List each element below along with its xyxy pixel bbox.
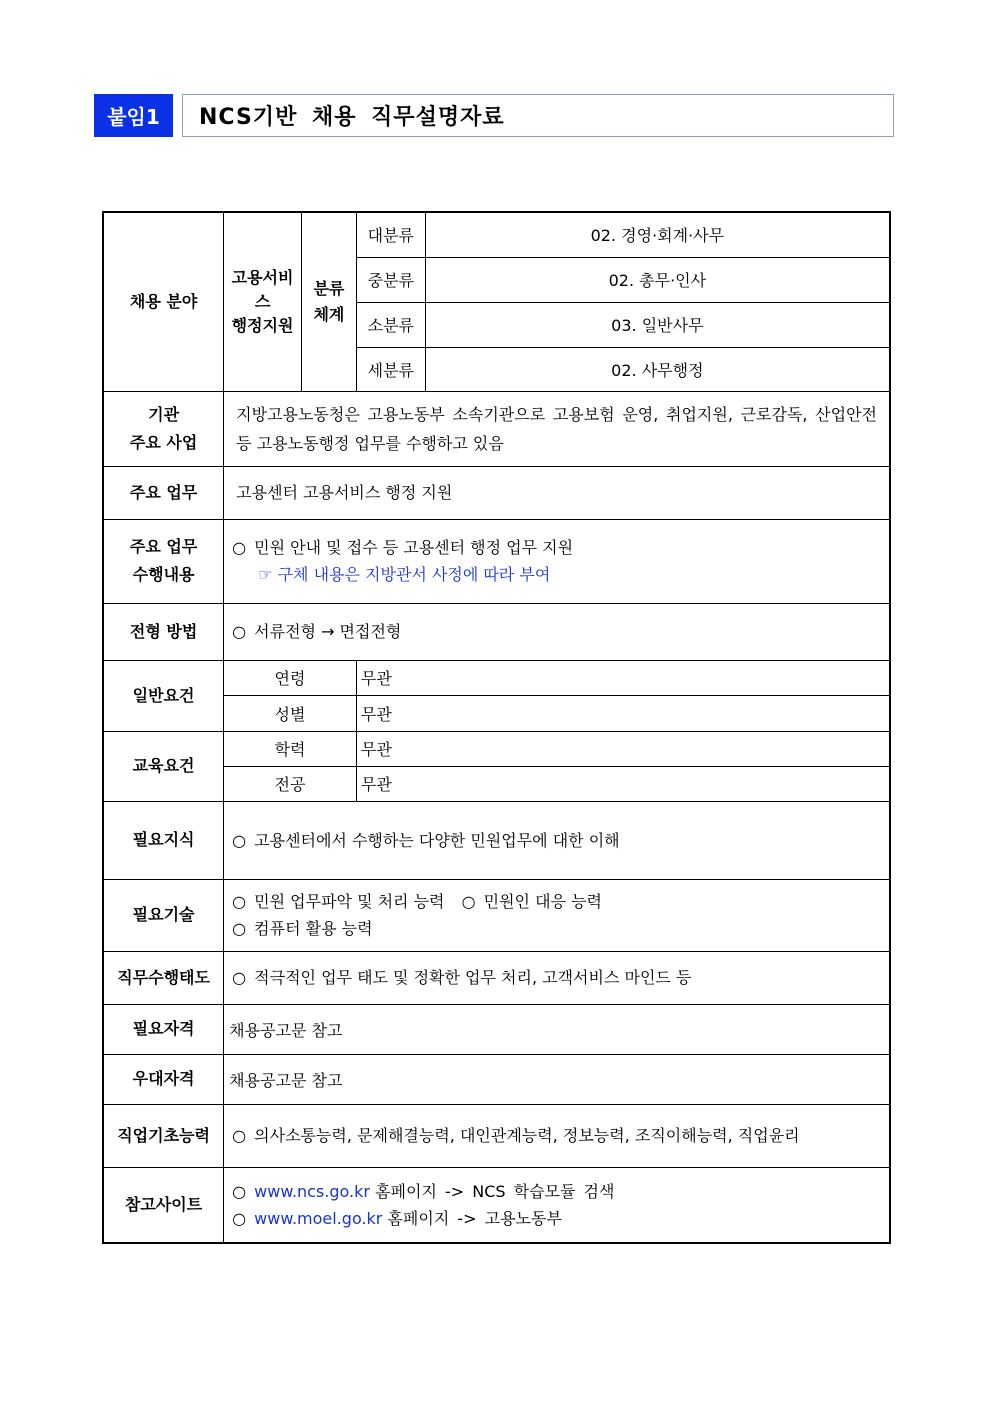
duty-detail-note-text: 구체 내용은 지방관서 사정에 따라 부여: [277, 565, 551, 584]
duty-text: 고용센터 고용서비스 행정 지원: [224, 466, 890, 519]
class-value: 02. 경영·회계·사무: [425, 212, 890, 257]
req-value: 무관: [356, 660, 890, 695]
bullet-icon: ○: [232, 622, 247, 641]
org-row: [103, 391, 890, 466]
knowledge-label: 필요지식: [103, 801, 224, 879]
basic-ability-label: 직업기초능력: [103, 1104, 224, 1167]
knowledge-row: [103, 801, 890, 879]
sites-label: 참고사이트: [103, 1167, 224, 1243]
job-title-line1: 고용서비스: [231, 267, 294, 311]
sites-row: [103, 1167, 890, 1243]
duty-row: [103, 466, 890, 519]
skills-row: [103, 879, 890, 951]
edu-req-row: [103, 731, 890, 766]
selection-row: [103, 603, 890, 660]
skills-text: 컴퓨터 활용 능력: [254, 919, 373, 938]
duty-detail-note: [232, 561, 881, 588]
qualification-text: 채용공고문 참고: [224, 1004, 890, 1054]
selection-content: [224, 603, 890, 660]
duty-detail-row: [103, 519, 890, 603]
general-req-label: 일반요건: [103, 660, 224, 731]
preference-row: [103, 1054, 890, 1104]
bullet-icon: ○: [232, 919, 247, 938]
bullet-icon: ○: [232, 968, 247, 987]
class-name: 세분류: [356, 347, 425, 391]
attitude-label: 직무수행태도: [103, 951, 224, 1004]
bullet-icon: ○: [232, 538, 247, 557]
site-desc: 홈페이지 -> NCS 학습모듈 검색: [375, 1181, 615, 1201]
knowledge-text: 고용센터에서 수행하는 다양한 민원업무에 대한 이해: [254, 830, 620, 850]
site-item: [232, 1205, 881, 1232]
bullet-icon: ○: [461, 892, 476, 911]
req-name: 성별: [224, 695, 357, 731]
basic-ability-row: [103, 1104, 890, 1167]
pointing-hand-icon: ☞: [258, 565, 273, 584]
bullet-icon: ○: [232, 1126, 247, 1145]
class-value: 03. 일반사무: [425, 302, 890, 347]
org-text: 지방고용노동청은 고용노동부 소속기관으로 고용보험 운영, 취업지원, 근로감독, 산업안전 등 고용노동행정 업무를 수행하고 있음: [224, 391, 890, 466]
class-value: 02. 총무·인사: [425, 257, 890, 302]
org-label-line2: 주요 사업: [129, 432, 198, 452]
duty-detail-label: [103, 519, 224, 603]
selection-label: 전형 방법: [103, 603, 224, 660]
skills-line: [232, 915, 881, 942]
sites-content: [224, 1167, 890, 1243]
req-name: 전공: [224, 766, 357, 801]
site-item: [232, 1178, 881, 1205]
skills-line: [232, 888, 881, 915]
req-name: 연령: [224, 660, 357, 695]
preference-text: 채용공고문 참고: [224, 1054, 890, 1104]
org-label: [103, 391, 224, 466]
edu-req-label: 교육요건: [103, 731, 224, 801]
class-system-line1: 분류: [313, 278, 345, 298]
class-name: 소분류: [356, 302, 425, 347]
moel-site-link[interactable]: www.moel.go.kr: [254, 1208, 383, 1228]
selection-text: 서류전형 → 면접전형: [254, 622, 402, 641]
field-label: 채용 분야: [103, 212, 224, 391]
attachment-badge: 붙임1: [94, 94, 173, 137]
req-value: 무관: [356, 695, 890, 731]
attitude-content: [224, 951, 890, 1004]
job-title: [224, 212, 302, 391]
req-name: 학력: [224, 731, 357, 766]
preference-label: 우대자격: [103, 1054, 224, 1104]
bullet-icon: ○: [232, 1181, 247, 1201]
bullet-icon: ○: [232, 892, 247, 911]
knowledge-content: [224, 801, 890, 879]
duty-detail-text: 민원 안내 및 접수 등 고용센터 행정 업무 지원: [254, 538, 574, 557]
qualification-row: [103, 1004, 890, 1054]
qualification-label: 필요자격: [103, 1004, 224, 1054]
ncs-site-link[interactable]: www.ncs.go.kr: [254, 1181, 370, 1201]
skills-text: 민원 업무파악 및 처리 능력: [254, 892, 445, 911]
basic-ability-content: [224, 1104, 890, 1167]
req-value: 무관: [356, 731, 890, 766]
class-system-line2: 체계: [313, 304, 345, 324]
site-desc: 홈페이지 -> 고용노동부: [387, 1208, 562, 1228]
skills-content: [224, 879, 890, 951]
class-name: 중분류: [356, 257, 425, 302]
duty-detail-line: [232, 534, 881, 561]
attitude-text: 적극적인 업무 태도 및 정확한 업무 처리, 고객서비스 마인드 등: [254, 968, 692, 987]
attitude-row: [103, 951, 890, 1004]
general-req-row: [103, 660, 890, 695]
org-label-line1: 기관: [148, 404, 180, 424]
class-row-major: [103, 212, 890, 257]
class-name: 대분류: [356, 212, 425, 257]
class-system-label: [301, 212, 356, 391]
duty-detail-label-line1: 주요 업무: [129, 537, 198, 556]
duty-label: 주요 업무: [103, 466, 224, 519]
duty-detail-content: [224, 519, 890, 603]
req-value: 무관: [356, 766, 890, 801]
duty-detail-label-line2: 수행내용: [132, 565, 195, 584]
basic-ability-text: 의사소통능력, 문제해결능력, 대인관계능력, 정보능력, 조직이해능력, 직업윤리: [254, 1126, 800, 1145]
bullet-icon: ○: [232, 830, 247, 850]
skills-label: 필요기술: [103, 879, 224, 951]
document-title: NCS기반 채용 직무설명자료: [182, 94, 894, 137]
job-title-line2: 행정지원: [231, 315, 294, 335]
job-description-table: [102, 211, 891, 1244]
class-value: 02. 사무행정: [425, 347, 890, 391]
bullet-icon: ○: [232, 1208, 247, 1228]
skills-text: 민원인 대응 능력: [483, 892, 602, 911]
